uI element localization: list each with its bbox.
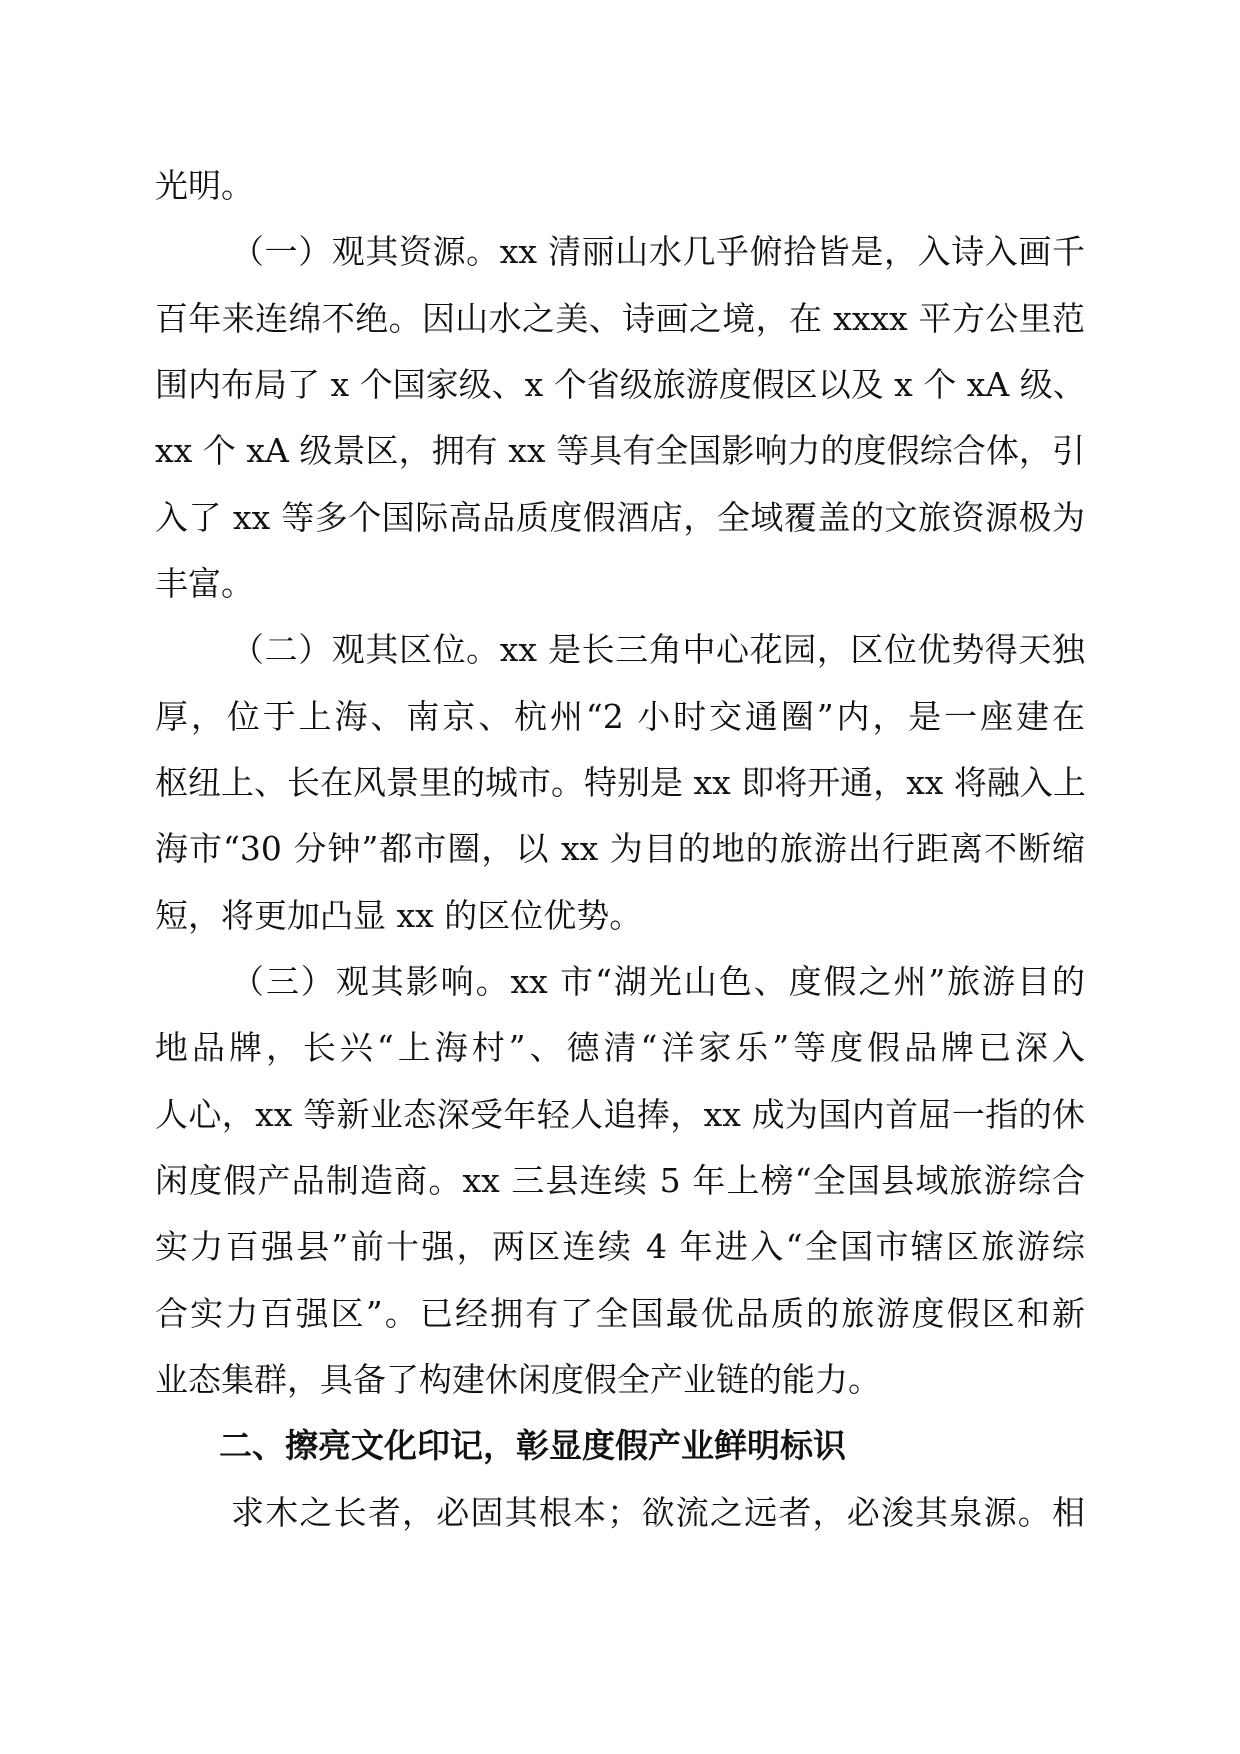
paragraph-line: 入了 xx 等多个国际高品质度假酒店，全域覆盖的文旅资源极为: [155, 498, 1085, 537]
paragraph-line: 丰富。: [155, 564, 254, 603]
paragraph-line: 闲度假产品制造商。xx 三县连续 5 年上榜“全国县域旅游综合: [155, 1161, 1085, 1200]
paragraph-line: 枢纽上、长在风景里的城市。特别是 xx 即将开通，xx 将融入上: [155, 763, 1086, 802]
section-heading: 二、擦亮文化印记，彰显度假产业鲜明标识: [219, 1426, 846, 1465]
section-3-first-line: （三）观其影响。xx 市“湖光山色、度假之州”旅游目的: [231, 962, 1085, 1001]
paragraph-line: 地品牌，长兴“上海村”、德清“洋家乐”等度假品牌已深入: [155, 1028, 1085, 1067]
section-2-first-line: （二）观其区位。xx 是长三角中心花园，区位优势得天独: [231, 630, 1085, 669]
paragraph-line: 百年来连绵不绝。因山水之美、诗画之境，在 xxxx 平方公里范: [155, 299, 1085, 338]
section-1-first-line: （一）观其资源。xx 清丽山水几乎俯拾皆是，入诗入画千: [231, 232, 1085, 271]
paragraph-line: 短，将更加凸显 xx 的区位优势。: [155, 896, 643, 935]
paragraph-line: 求木之长者，必固其根本；欲流之远者，必浚其泉源。相: [231, 1493, 1085, 1532]
paragraph-line: 围内布局了 x 个国家级、x 个省级旅游度假区以及 x 个 xA 级、: [155, 365, 1086, 404]
paragraph-line: 光明。: [155, 166, 254, 205]
paragraph-line: 海市“30 分钟”都市圈，以 xx 为目的地的旅游出行距离不断缩: [155, 829, 1085, 868]
paragraph-line: 厚，位于上海、南京、杭州“2 小时交通圈”内，是一座建在: [155, 697, 1085, 736]
paragraph-line: 人心，xx 等新业态深受年轻人追捧，xx 成为国内首屈一指的休: [155, 1095, 1085, 1134]
paragraph-line: 实力百强县”前十强，两区连续 4 年进入“全国市辖区旅游综: [155, 1227, 1085, 1266]
paragraph-line: xx 个 xA 级景区，拥有 xx 等具有全国影响力的度假综合体，引: [155, 431, 1085, 470]
paragraph-line: 合实力百强区”。已经拥有了全国最优品质的旅游度假区和新: [155, 1294, 1085, 1333]
paragraph-line: 业态集群，具备了构建休闲度假全产业链的能力。: [155, 1360, 881, 1399]
